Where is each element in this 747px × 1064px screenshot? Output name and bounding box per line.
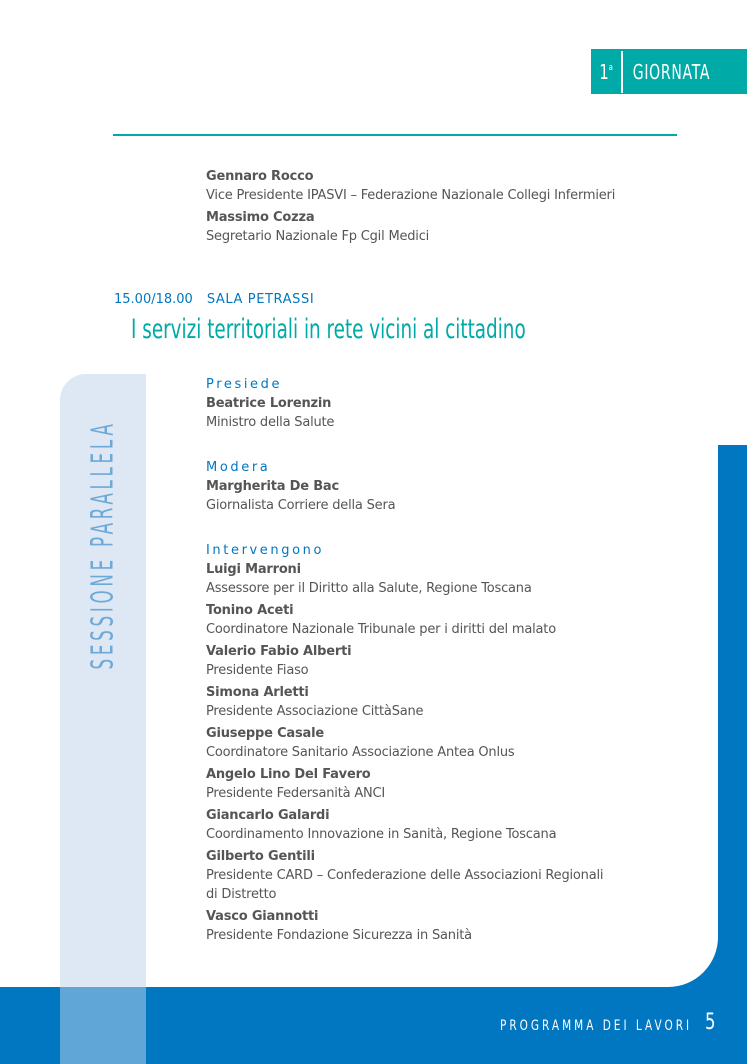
speaker-role: Coordinatore Sanitario Associazione Antea Onlus [206, 745, 515, 760]
speakers-section [206, 541, 603, 948]
speaker-entry [206, 601, 603, 639]
right-blue-panel [718, 445, 747, 1064]
chair-heading: Presiede [206, 377, 283, 392]
speakers-heading: Intervengono [206, 543, 325, 558]
footer-title: PROGRAMMA DEI LAVORI [500, 1018, 693, 1034]
session-side-column-foot [60, 987, 146, 1064]
speaker-entry [206, 642, 603, 680]
day-number: 1$^a$ [599, 59, 613, 84]
speaker-name: Beatrice Lorenzin [206, 396, 332, 411]
speaker-name: Gilberto Gentili [206, 849, 315, 864]
speaker-entry [206, 847, 603, 904]
speaker-name: Giuseppe Casale [206, 726, 324, 741]
page-number: 5 [705, 1010, 716, 1035]
previous-speakers [206, 167, 615, 249]
speaker-entry [206, 765, 603, 803]
speaker-entry [206, 683, 603, 721]
speaker-role: Presidente Associazione CittàSane [206, 704, 424, 719]
session-time-room [114, 292, 314, 307]
speaker-role: Vice Presidente IPASVI – Federazione Nazionale Collegi Infermieri [206, 188, 616, 203]
session-time: 15.00/18.00 [114, 292, 193, 307]
speaker-entry [206, 806, 603, 844]
speaker-entry [206, 208, 615, 246]
speaker-role: Ministro della Salute [206, 415, 335, 430]
speaker-entry [206, 167, 615, 205]
speaker-name: Giancarlo Galardi [206, 808, 330, 823]
moderator-section [206, 458, 395, 515]
day-tag [591, 49, 747, 94]
speaker-role-continued: di Distretto [206, 887, 277, 902]
speaker-entry [206, 560, 603, 598]
header-rule [113, 134, 677, 136]
speaker-name: Gennaro Rocco [206, 169, 314, 184]
speaker-name: Margherita De Bac [206, 479, 339, 494]
speaker-role: Assessore per il Diritto alla Salute, Regione Toscana [206, 581, 532, 596]
speaker-role: Presidente CARD – Confederazione delle Associazioni Regionali [206, 868, 604, 883]
speaker-role: Presidente Fiaso [206, 663, 309, 678]
speaker-name: Massimo Cozza [206, 210, 315, 225]
speaker-name: Valerio Fabio Alberti [206, 644, 352, 659]
speaker-role: Giornalista Corriere della Sera [206, 498, 396, 513]
session-side-label: SESSIONE PARALLELA [85, 420, 121, 670]
moderator-heading: Modera [206, 460, 271, 475]
speaker-name: Vasco Giannotti [206, 909, 319, 924]
speaker-name: Angelo Lino Del Favero [206, 767, 371, 782]
speaker-name: Luigi Marroni [206, 562, 301, 577]
speaker-name: Simona Arletti [206, 685, 309, 700]
session-title: I servizi territoriali in rete vicini al cittadino [131, 314, 526, 345]
speaker-role: Coordinatore Nazionale Tribunale per i diritti del malato [206, 622, 556, 637]
speaker-role: Presidente Federsanità ANCI [206, 786, 386, 801]
speaker-role: Presidente Fondazione Sicurezza in Sanità [206, 928, 472, 943]
content-corner [618, 887, 718, 987]
session-room: SALA PETRASSI [206, 292, 315, 307]
speaker-entry [206, 907, 603, 945]
speaker-role: Coordinamento Innovazione in Sanità, Regione Toscana [206, 827, 557, 842]
day-label: GIORNATA [632, 59, 710, 84]
chair-section [206, 375, 334, 432]
speaker-entry [206, 724, 603, 762]
speaker-role: Segretario Nazionale Fp Cgil Medici [206, 229, 430, 244]
speaker-name: Tonino Aceti [206, 603, 294, 618]
